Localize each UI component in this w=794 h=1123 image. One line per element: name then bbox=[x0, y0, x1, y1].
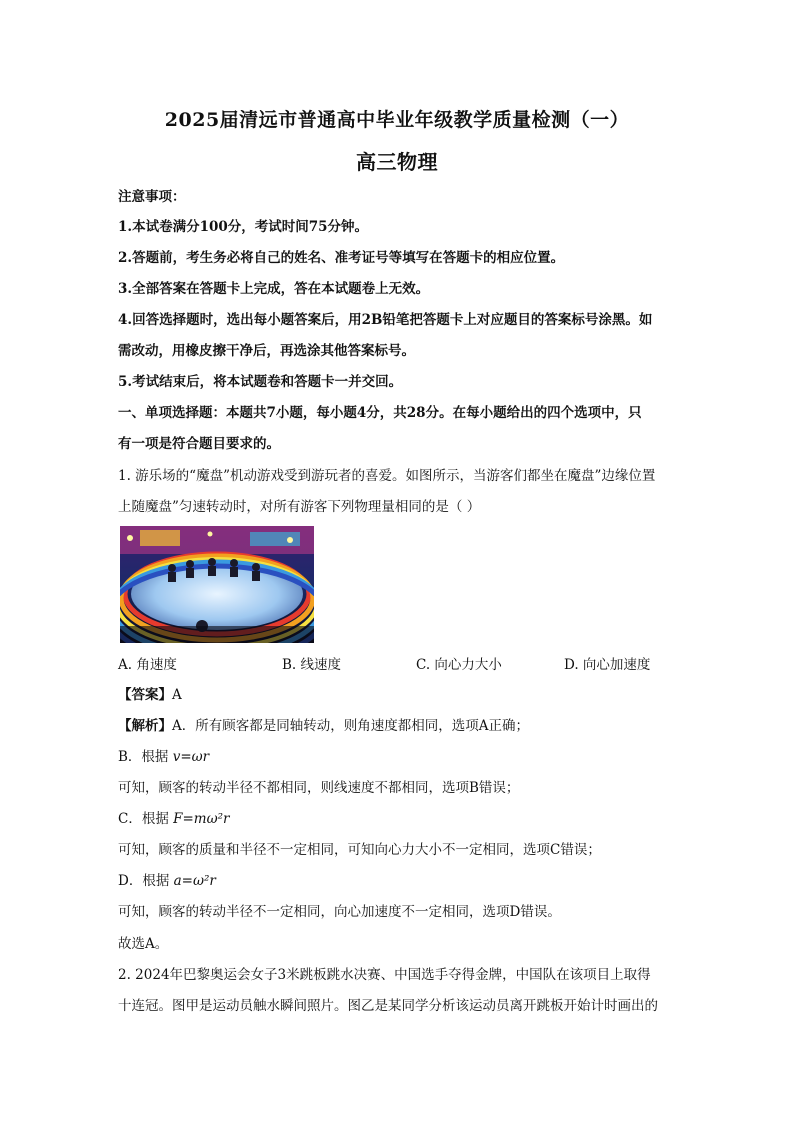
analysis-text: A．所有顾客都是同轴转动，则角速度都相同，选项A正确； bbox=[172, 718, 529, 734]
analysis-label: 【解析】 bbox=[118, 718, 172, 734]
notes-heading: 注意事项： bbox=[118, 189, 186, 205]
analysis-b-prefix: B．根据 bbox=[118, 749, 173, 765]
analysis-c bbox=[118, 809, 683, 829]
section-heading-cont: 有一项是符合题目要求的。 bbox=[118, 436, 280, 452]
exam-subject: 高三物理 bbox=[356, 150, 438, 174]
note-item-2: 2.答题前，考生务必将自己的姓名、准考证号等填写在答题卡的相应位置。 bbox=[118, 250, 565, 266]
analysis-line bbox=[118, 716, 683, 736]
note-item-4: 4.回答选择题时，选出每小题答案后，用2B铅笔把答题卡上对应题目的答案标号涂黑。如 bbox=[118, 312, 653, 328]
formula-centripetal-acceleration: a=ω²r bbox=[173, 873, 216, 889]
exam-title: 2025届清远市普通高中毕业年级教学质量检测（一） bbox=[164, 109, 630, 131]
question-2-stem-cont: 十连冠。图甲是运动员触水瞬间照片。图乙是某同学分析该运动员离开跳板开始计时画出的 bbox=[118, 998, 658, 1014]
option-d: D. 向心加速度 bbox=[564, 657, 651, 673]
answer-line bbox=[118, 685, 683, 705]
section-heading: 一、单项选择题：本题共7小题，每小题4分，共28分。在每小题给出的四个选项中，只 bbox=[118, 405, 642, 421]
formula-centripetal-force: F=mω²r bbox=[173, 811, 230, 827]
analysis-c-prefix: C．根据 bbox=[118, 811, 174, 827]
question-1-stem: 1. 游乐场的“魔盘”机动游戏受到游玩者的喜爱。如图所示，当游客们都坐在魔盘”边缘位置 bbox=[118, 468, 656, 484]
question-1-options bbox=[118, 653, 688, 673]
magic-disc-illustration bbox=[120, 526, 314, 643]
magic-disc-photo bbox=[120, 526, 314, 643]
formula-linear-speed: v=ωr bbox=[172, 749, 210, 765]
option-c: C. 向心力大小 bbox=[416, 657, 502, 673]
note-item-1: 1.本试卷满分100分，考试时间75分钟。 bbox=[118, 219, 369, 235]
analysis-b bbox=[118, 747, 683, 767]
option-a: A. 角速度 bbox=[118, 657, 177, 673]
analysis-d-prefix: D．根据 bbox=[118, 873, 174, 889]
answer-value: A bbox=[172, 687, 182, 703]
answer-conclusion: 故选A。 bbox=[118, 936, 169, 952]
note-item-3: 3.全部答案在答题卡上完成，答在本试题卷上无效。 bbox=[118, 281, 430, 297]
analysis-b-text: 可知，顾客的转动半径不都相同，则线速度不都相同，选项B错误； bbox=[118, 780, 520, 796]
note-item-4-cont: 需改动，用橡皮擦干净后，再选涂其他答案标号。 bbox=[118, 343, 415, 359]
option-b: B. 线速度 bbox=[282, 657, 342, 673]
question-1-stem-cont: 上随魔盘”匀速转动时，对所有游客下列物理量相同的是（ ） bbox=[118, 499, 481, 515]
analysis-d-text: 可知，顾客的转动半径不一定相同，向心加速度不一定相同，选项D错误。 bbox=[118, 904, 561, 920]
question-2-stem: 2. 2024年巴黎奥运会女子3米跳板跳水决赛、中国选手夺得金牌，中国队在该项目上取得 bbox=[118, 967, 651, 983]
analysis-c-text: 可知，顾客的质量和半径不一定相同，可知向心力大小不一定相同，选项C错误； bbox=[118, 842, 601, 858]
analysis-d bbox=[118, 871, 683, 891]
answer-label: 【答案】 bbox=[118, 687, 172, 703]
note-item-5: 5.考试结束后，将本试题卷和答题卡一并交回。 bbox=[118, 374, 403, 390]
